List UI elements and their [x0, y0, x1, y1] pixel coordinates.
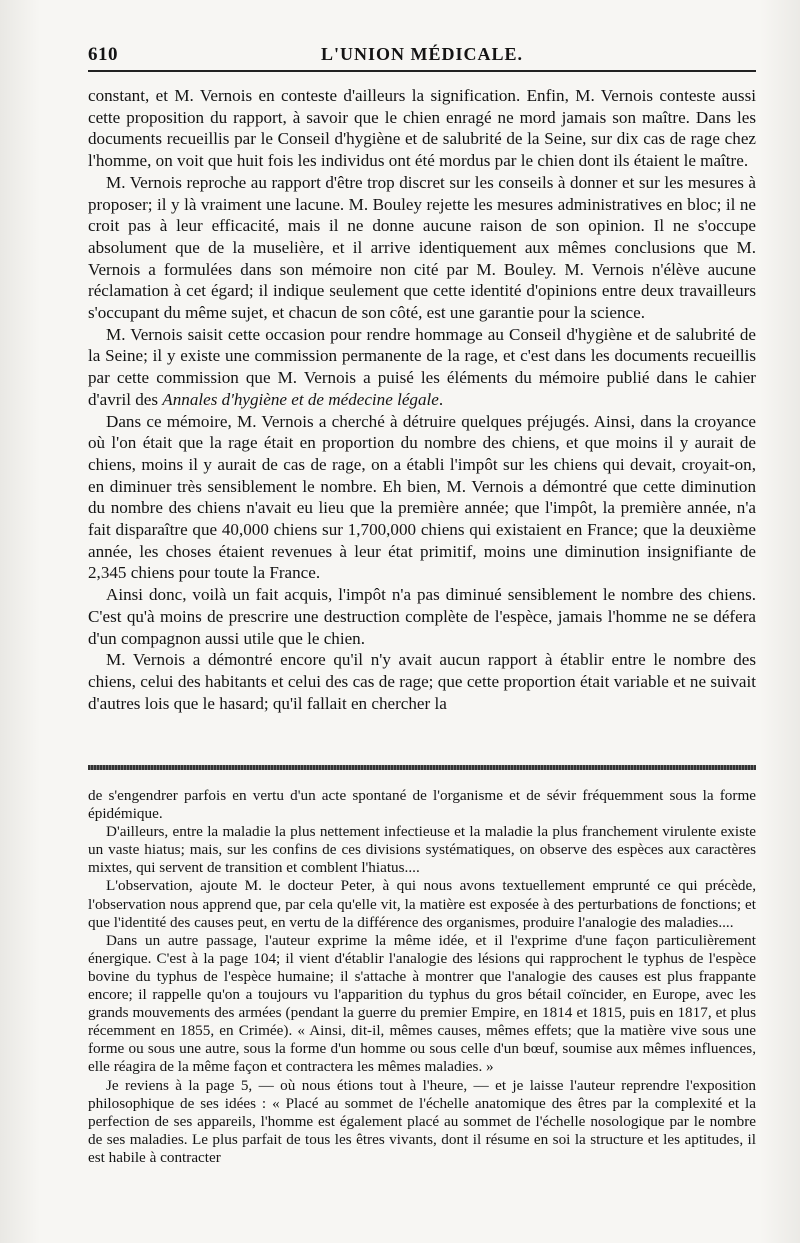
page-header: [88, 40, 756, 70]
paragraph: constant, et M. Vernois en conteste d'ailleurs la signification. Enfin, M. Vernois conteste aussi cette proposition du rapport, à savoir que le chien enragé ne mord jamais son maître. Dans les documents recueillis par le Conseil d'hygiène et de salubrité de la Seine, sur dix cas de rage chez l'homme, on voit que huit fois les individus ont été mordus par le chien dont ils étaient le maître.: [88, 86, 756, 171]
paragraph: Dans ce mémoire, M. Vernois a cherché à détruire quelques préjugés. Ainsi, dans la croyance où l'on était que la rage était en proportion du nombre des chiens, et que moins il y aurait de chiens, moins il y aurait de cas de rage, on a établi l'impôt sur les chiens qui devait, croyait-on, en diminuer très sensiblement le nombre. Eh bien, M. Vernois a démontré que cette diminution du nombre des chiens n'avait eu lieu que la première année; que l'impôt, la première année, n'a fait disparaître que 40,000 chiens sur 1,700,000 chiens qui existaient en France; que la deuxième année, les choses étaient revenues à leur état primitif, moins une diminution insignifiante de 2,345 chiens pour toute la France.: [88, 411, 756, 583]
feuilleton-paragraph: D'ailleurs, entre la maladie la plus nettement infectieuse et la maladie la plus franchement virulente existe un vaste hiatus; mais, sur les confins de ces divisions systématiques, on observe des espèces aux caractères mixtes, qui servent de transition et comblent l'hiatus....: [88, 823, 756, 877]
main-text: [88, 85, 756, 714]
feuilleton-paragraph: Dans un autre passage, l'auteur exprime la même idée, et il l'exprime d'une façon particulièrement énergique. C'est à la page 104; il vient d'établir l'analogie des lésions qui rapprochent le typhus de l'espèce bovine du typhus de l'espèce humaine; il s'attache à montrer que l'analogie des causes est plus frappante encore; il rappelle qu'on a toujours vu l'apparition du typhus du gros bétail coïncider, en Europe, avec les grands mouvements des armées (pendant la guerre du premier Empire, en 1814 et 1815, puis en 1817, et plus récemment en 1855, en Crimée). « Ainsi, dit-il, mêmes causes, mêmes effets; que la matière vive sous une forme ou sous une autre, sous la forme d'un homme ou sous celle d'un bœuf, soumise aux mêmes influences, elle réagira de la même façon et contractera les mêmes maladies. »: [88, 931, 756, 1076]
header-rule: [88, 70, 756, 72]
feuilleton-text: [88, 787, 756, 1167]
feuilleton-paragraph: de s'engendrer parfois en vertu d'un acte spontané de l'organisme et de sévir fréquemment sous la forme épidémique.: [88, 787, 756, 823]
feuilleton-paragraph: Je reviens à la page 5, — où nous étions tout à l'heure, — et je laisse l'auteur reprendre l'exposition philosophique de ses idées : « Placé au sommet de l'échelle anatomique des êtres par la complexité et la perfection de ses appareils, l'homme est également placé au sommet de l'échelle nosologique par le nombre de ses maladies. Le plus parfait de tous les êtres vivants, dont il résume en soi la structure et les aptitudes, il est habile à contracter: [88, 1076, 756, 1166]
paragraph: M. Vernois a démontré encore qu'il n'y avait aucun rapport à établir entre le nombre des chiens, celui des habitants et celui des cas de rage; que cette proportion était variable et ne suivait d'autres lois que le hasard; qu'il fallait en chercher la: [88, 650, 756, 713]
page-number: 610: [88, 44, 118, 65]
paragraph-text: .: [438, 389, 444, 409]
feuilleton-paragraph: L'observation, ajoute M. le docteur Peter, à qui nous avons textuellement emprunté ce qui précède, l'observation nous apprend que, par cela qu'elle vit, la matière est exposée à des perturbations de fonctions; et que l'identité des causes peut, en vertu de la différence des organismes, produire l'analogie des maladies....: [88, 877, 756, 931]
paragraph: Ainsi donc, voilà un fait acquis, l'impôt n'a pas diminué sensiblement le nombre des chiens. C'est qu'à moins de prescrire une destruction complète de l'espèce, jamais l'homme ne se défera d'un compagnon aussi utile que le chien.: [88, 585, 756, 648]
journal-title: Annales d'hygiène et de médecine légale: [162, 389, 439, 409]
paragraph: [88, 324, 756, 411]
running-title: L'UNION MÉDICALE.: [320, 44, 524, 64]
feuilleton-rule: [88, 765, 756, 770]
paragraph: M. Vernois reproche au rapport d'être trop discret sur les conseils à donner et sur les mesures à proposer; il y là vraiment une lacune. M. Bouley rejette les mesures administratives en bloc; il ne croit pas à leur efficacité, mais il ne donne aucune raison de son opinion. Il ne s'occupe absolument que de la muselière, et il arrive identiquement aux mêmes conclusions que M. Vernois a formulées dans son mémoire non cité par M. Bouley. M. Vernois n'élève aucune réclamation à cet égard; il indique seulement que cette identité d'opinions entre deux travailleurs s'occupant du même sujet, et chacun de son côté, est une garantie pour la science.: [88, 172, 756, 323]
paragraph-text: M. Vernois saisit cette occasion pour rendre hommage au Conseil d'hygiène et de salubrité de la Seine; il y existe une commission permanente de la rage, et c'est dans les documents recueillis par cette commission que M. Vernois a puisé les éléments du mémoire publié dans le cahier d'avril des: [88, 324, 756, 409]
